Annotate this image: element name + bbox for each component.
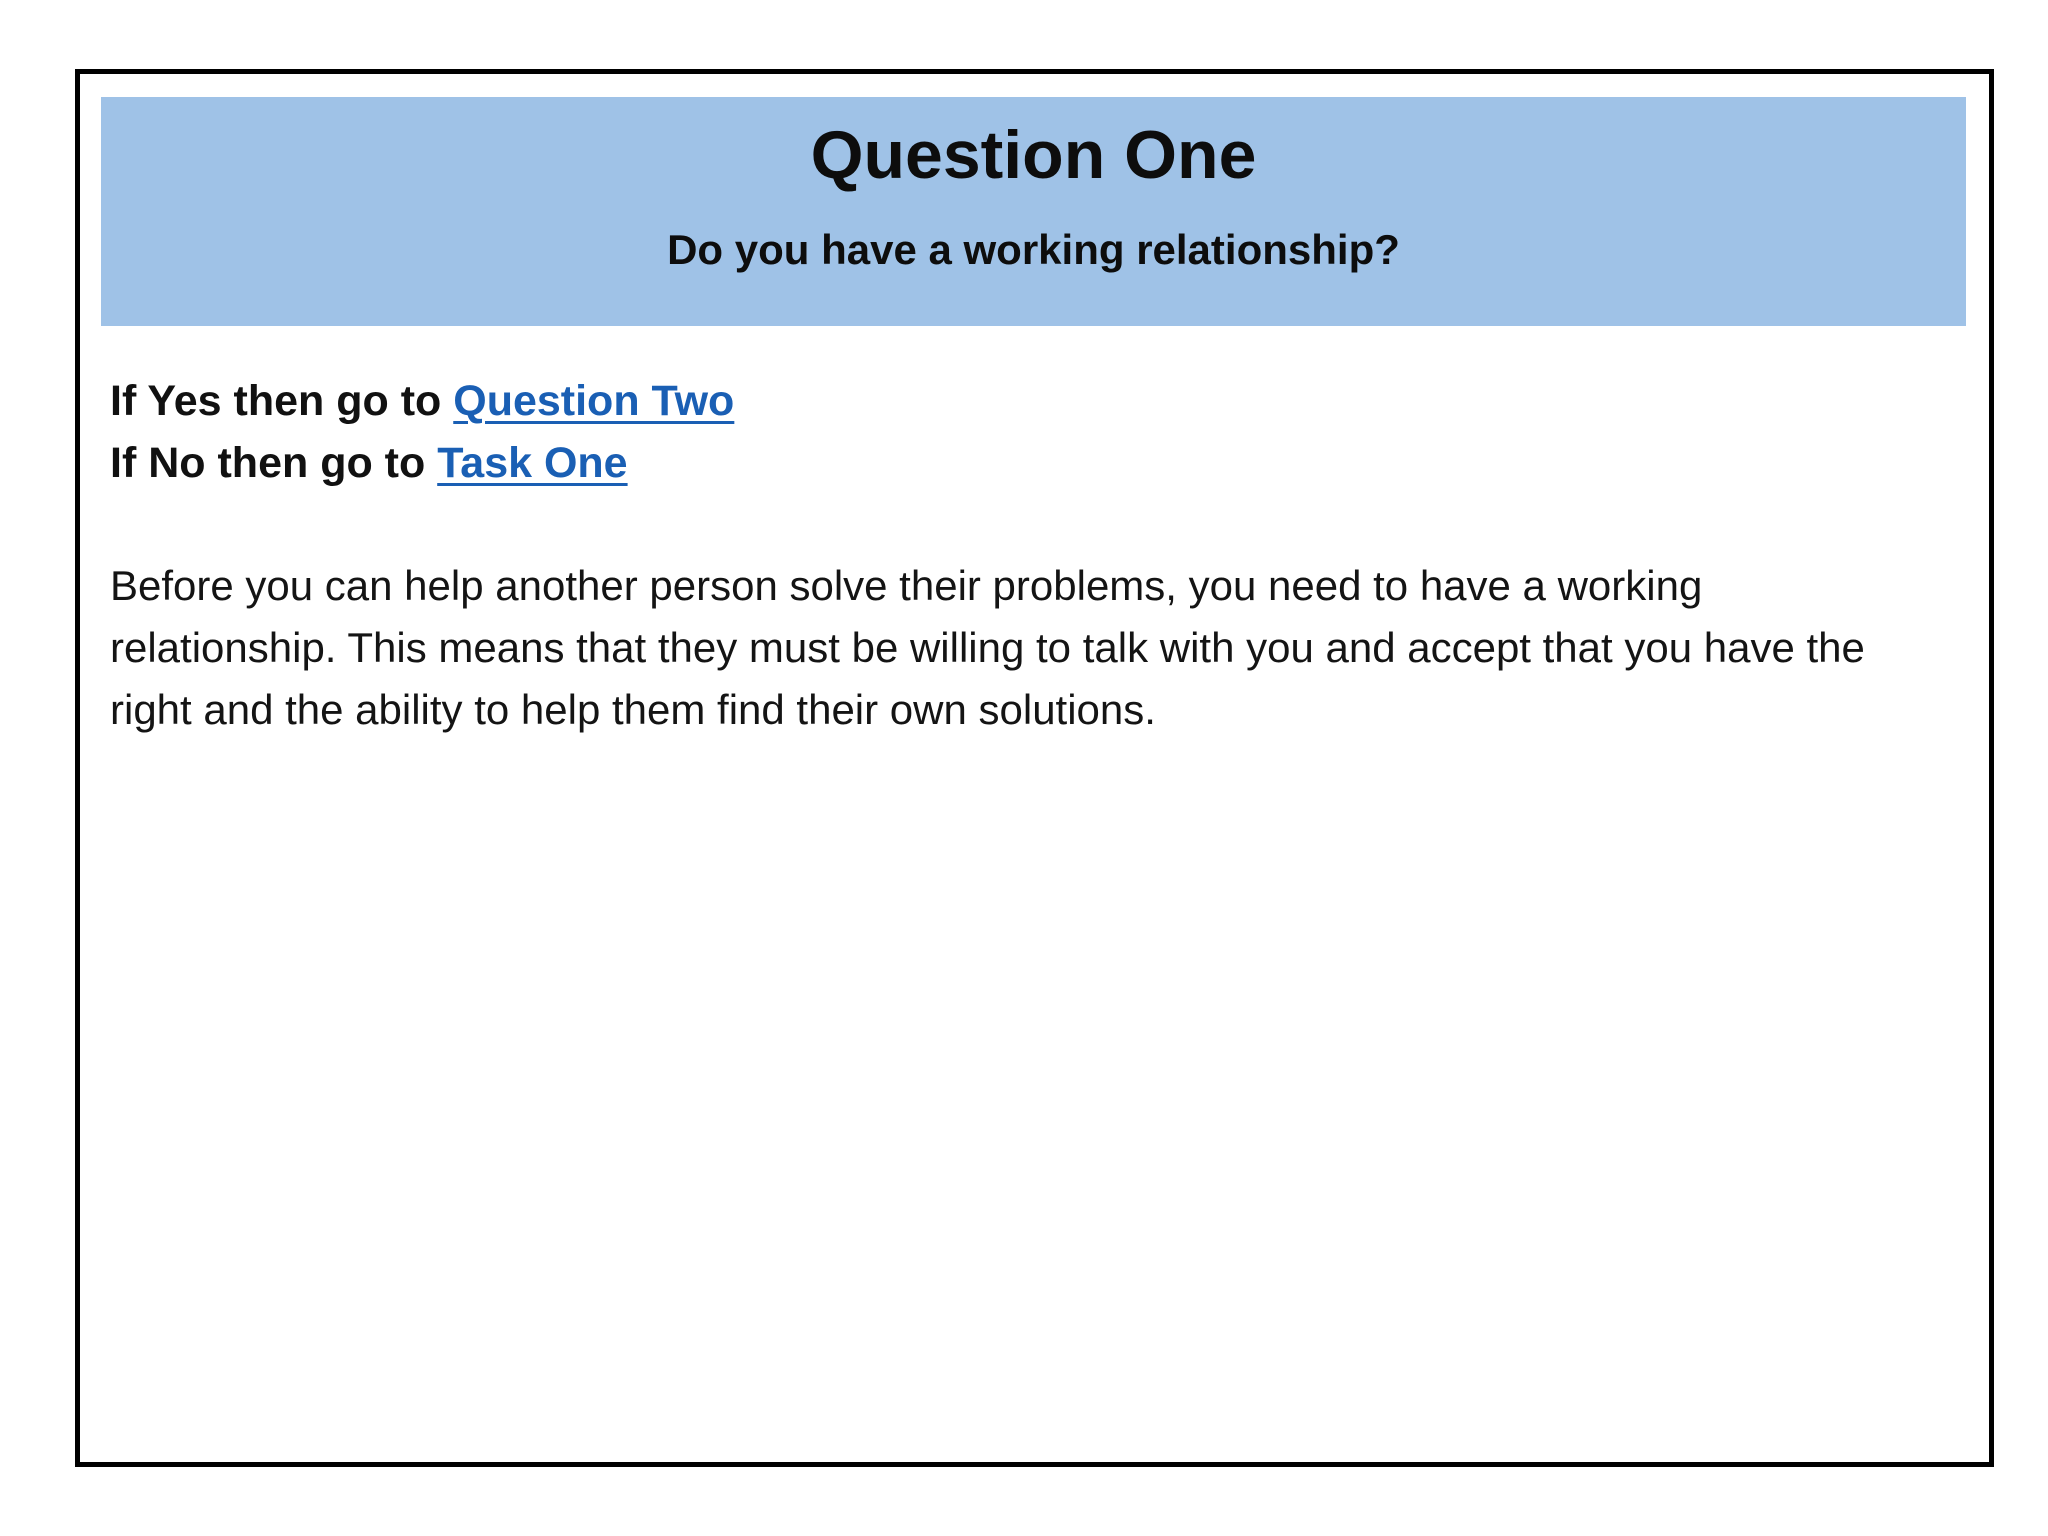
no-prefix: If No then go to — [110, 439, 438, 487]
body-paragraph: Before you can help another person solve their problems, you need to have a working relationship. This means that they must be willing to talk with you and accept that you have the right and the ability to help them find their own solutions. — [110, 562, 1865, 733]
yes-line — [110, 370, 1910, 432]
navigation-block — [110, 370, 1910, 494]
page-subtitle: Do you have a working relationship? — [667, 226, 1400, 273]
header-band — [101, 97, 1966, 326]
task-one-link[interactable]: Task One — [437, 439, 628, 487]
page-title: Question One — [810, 117, 1257, 193]
no-line — [110, 432, 1910, 494]
yes-prefix: If Yes then go to — [110, 377, 454, 425]
question-two-link[interactable]: Question Two — [453, 377, 735, 425]
